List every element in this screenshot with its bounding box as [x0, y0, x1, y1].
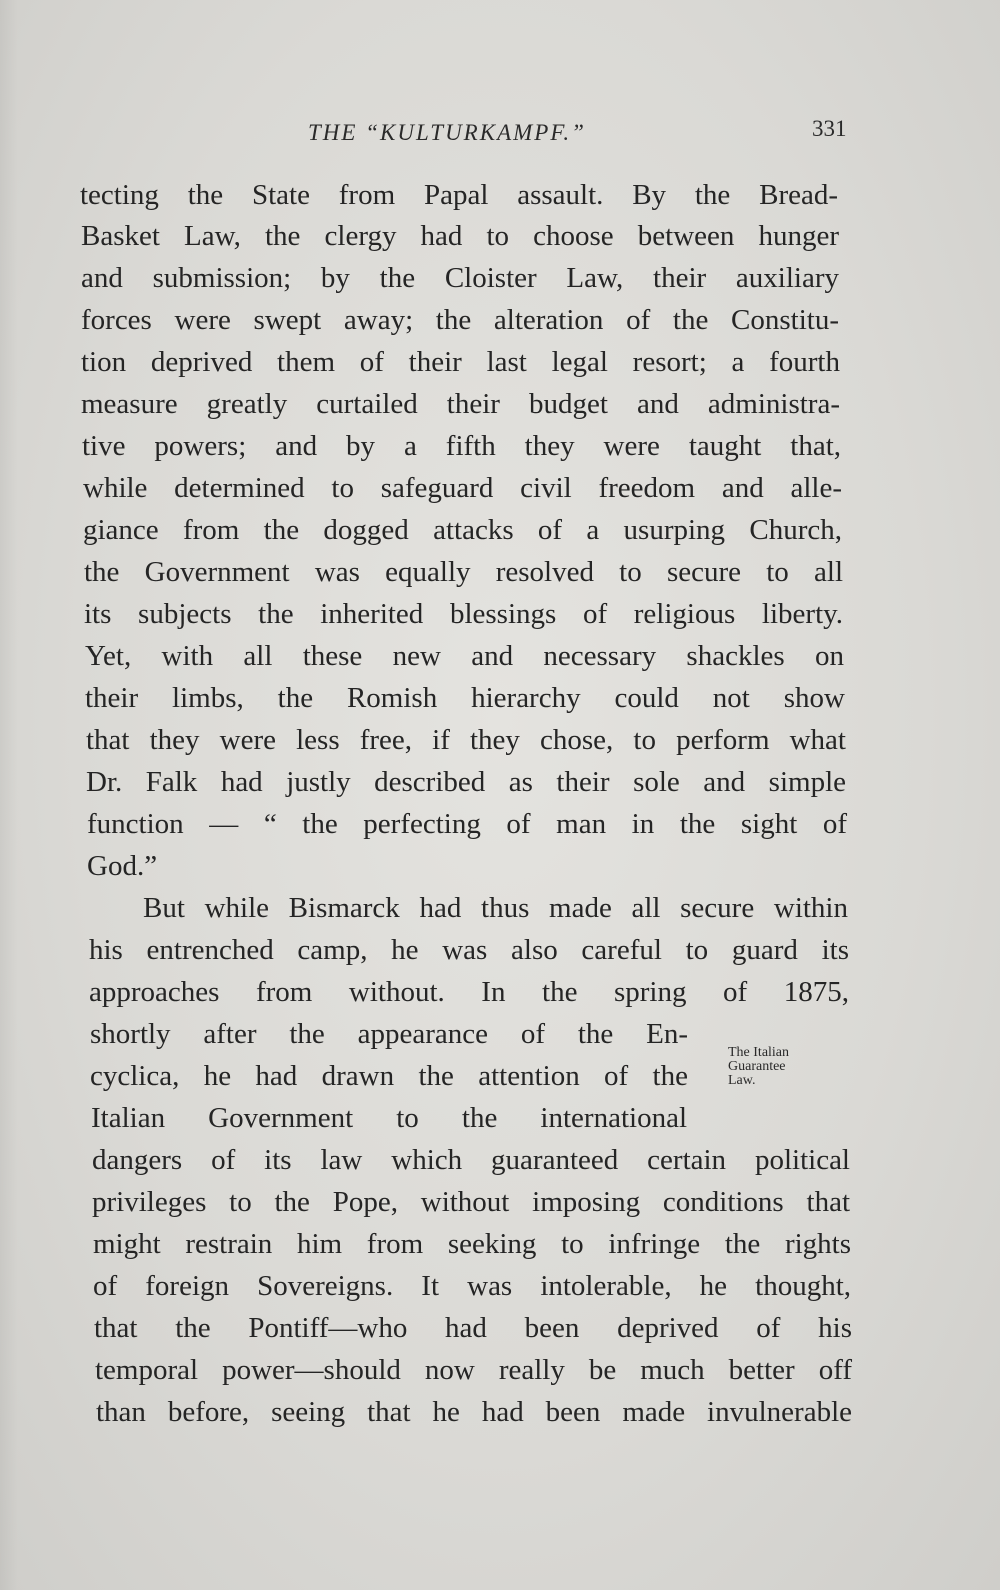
- text-line: his entrenched camp, he was also careful to guard its: [89, 934, 849, 966]
- text-line: the Government was equally resolved to secure to all: [84, 556, 843, 588]
- text-line: tion deprived them of their last legal resort; a fourth: [81, 346, 840, 378]
- text-line: that the Pontiff—who had been deprived of his: [94, 1312, 852, 1344]
- text-line: Basket Law, the clergy had to choose between hunger: [81, 220, 839, 252]
- text-line: Dr. Falk had justly described as their sole and simple: [86, 766, 846, 798]
- text-line: forces were swept away; the alteration of the Constitu-: [81, 304, 839, 336]
- text-line: their limbs, the Romish hierarchy could not show: [85, 682, 845, 714]
- text-line: might restrain him from seeking to infringe the rights: [93, 1228, 851, 1260]
- text-line: temporal power—should now really be much better off: [95, 1354, 852, 1386]
- page-number: 331: [812, 116, 847, 141]
- text-line: its subjects the inherited blessings of religious liberty.: [84, 598, 843, 630]
- running-title: THE “KULTURKAMPF.”: [308, 120, 586, 145]
- page-edge-shadow: [0, 0, 18, 1590]
- text-line: God.”: [87, 850, 158, 882]
- text-line: while determined to safeguard civil freedom and alle-: [83, 472, 842, 504]
- text-line: shortly after the appearance of the En-: [90, 1018, 688, 1050]
- text-line: Yet, with all these new and necessary shackles on: [85, 640, 844, 672]
- text-line: measure greatly curtailed their budget and administra-: [81, 388, 840, 420]
- text-line: than before, seeing that he had been made invulnerable: [96, 1396, 852, 1428]
- text-line: cyclica, he had drawn the attention of the: [90, 1060, 688, 1092]
- marginal-note: [728, 1046, 838, 1088]
- text-line: of foreign Sovereigns. It was intolerable, he thought,: [93, 1270, 851, 1302]
- marginal-note-line: The Italian: [728, 1045, 790, 1060]
- text-line: giance from the dogged attacks of a usurping Church,: [83, 514, 842, 546]
- marginal-note-line: Guarantee: [728, 1059, 786, 1074]
- text-line: dangers of its law which guaranteed certain political: [92, 1144, 850, 1176]
- text-line: privileges to the Pope, without imposing conditions that: [92, 1186, 850, 1218]
- text-line: Italian Government to the international: [91, 1102, 687, 1134]
- text-line: tecting the State from Papal assault. By the Bread-: [80, 179, 838, 211]
- marginal-note-line: Law.: [728, 1073, 756, 1088]
- text-line: and submission; by the Cloister Law, their auxiliary: [81, 262, 839, 294]
- text-line: approaches from without. In the spring of 1875,: [89, 976, 849, 1008]
- text-line: tive powers; and by a fifth they were taught that,: [82, 430, 841, 462]
- text-line: function — “ the perfecting of man in the sight of: [87, 808, 847, 840]
- text-line: that they were less free, if they chose, to perform what: [86, 724, 846, 756]
- text-line: But while Bismarck had thus made all secure within: [143, 892, 848, 924]
